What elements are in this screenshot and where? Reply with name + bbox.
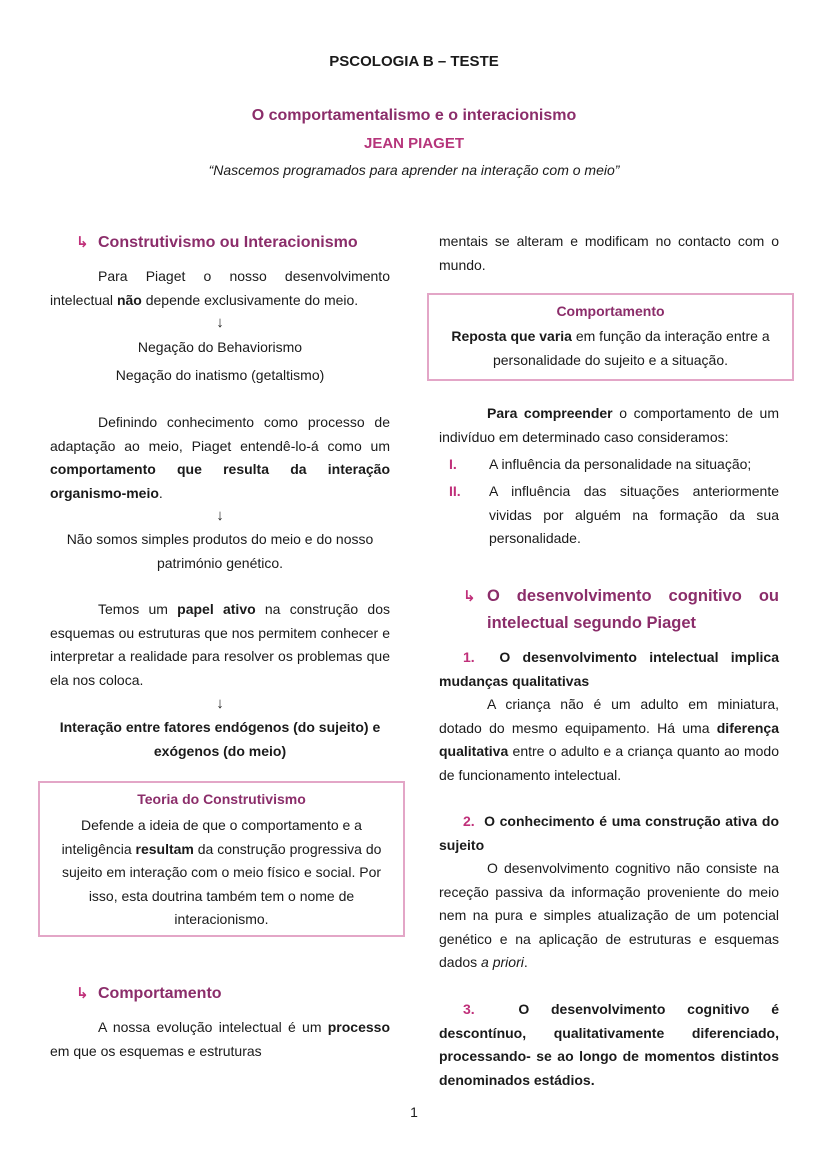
numbered-heading: 3. O desenvolvimento cognitivo é descontínuo, qualitativamente diferenciado, processando- se ao longo de momentos distintos denominados estádios. bbox=[439, 1001, 779, 1088]
paragraph: mentais se alteram e modificam no contacto com o mundo. bbox=[439, 233, 779, 273]
down-arrow-icon: ↓ bbox=[216, 695, 224, 712]
numbered-heading: 1. O desenvolvimento intelectual implica mudanças qualitativas bbox=[439, 649, 780, 689]
quote: “Nascemos programados para aprender na interação com o meio” bbox=[208, 162, 620, 178]
negation-line: Negação do inatismo (getaltismo) bbox=[115, 367, 325, 383]
paragraph: A nossa evolução intelectual é um processo em que os esquemas e estruturas bbox=[50, 1019, 390, 1059]
section-heading-text: O desenvolvimento cognitivo ou intelectual segundo Piaget bbox=[487, 587, 779, 632]
section-heading-construtivismo bbox=[76, 230, 416, 256]
negation-line: Negação do Behaviorismo bbox=[137, 339, 303, 355]
box-title: Teoria do Construtivismo bbox=[137, 791, 306, 807]
page-subtitle: O comportamentalismo e o interacionismo bbox=[251, 107, 577, 124]
down-arrow-icon: ↓ bbox=[216, 507, 224, 524]
paragraph: A criança não é um adulto em miniatura, dotado do mesmo equipamento. Há uma diferença qualitativa entre o adulto e a criança quanto ao modo de funcionamento intelectual. bbox=[439, 696, 779, 783]
paragraph: Para Piaget o nosso desenvolvimento intelectual não depende exclusivamente do meio. bbox=[50, 268, 390, 308]
down-arrow-icon: ↓ bbox=[216, 314, 224, 331]
info-box-comportamento bbox=[427, 293, 794, 381]
list-item bbox=[449, 480, 779, 551]
paragraph: Não somos simples produtos do meio e do nosso património genético. bbox=[66, 531, 374, 571]
paragraph: Definindo conhecimento como processo de adaptação ao meio, Piaget entendê-lo-á como um comportamento que resulta da interação organismo-meio. bbox=[50, 414, 390, 501]
section-heading-comportamento bbox=[76, 981, 416, 1007]
hook-arrow-icon: ↳ bbox=[463, 588, 476, 605]
paragraph-emphasis: Interação entre fatores endógenos (do sujeito) e exógenos (do meio) bbox=[59, 719, 381, 759]
page-title: PSCOLOGIA B – TESTE bbox=[329, 53, 499, 70]
box-text: Reposta que varia em função da interação entre a personalidade do sujeito e a situação. bbox=[451, 328, 770, 368]
section-heading-text: Comportamento bbox=[98, 985, 222, 1002]
section-heading-desenvolvimento bbox=[463, 583, 779, 637]
list-marker: I. bbox=[449, 456, 457, 472]
hook-arrow-icon: ↳ bbox=[76, 234, 89, 251]
paragraph: O desenvolvimento cognitivo não consiste na receção passiva da informação proveniente do meio nem na pura e simples atualização de um potencial genético e na aplicação de estruturas e esquemas dados a priori. bbox=[439, 860, 779, 970]
page-number: 1 bbox=[410, 1104, 418, 1120]
list-marker: II. bbox=[449, 483, 461, 499]
box-text: Defende a ideia de que o comportamento e a inteligência resultam da construção progressiva do sujeito em interação com o meio físico e social. Por isso, esta doutrina também tem o nome de interacionismo. bbox=[61, 817, 382, 927]
author-name: JEAN PIAGET bbox=[363, 135, 465, 152]
paragraph: Temos um papel ativo na construção dos esquemas ou estruturas que nos permitem conhecer e interpretar a realidade para resolver os problemas que ela nos coloca. bbox=[50, 601, 390, 688]
section-heading-text: Construtivismo ou Interacionismo bbox=[98, 234, 358, 251]
hook-arrow-icon: ↳ bbox=[76, 985, 89, 1002]
list-item-text: A influência da personalidade na situação; bbox=[489, 456, 752, 472]
list-item bbox=[449, 453, 779, 477]
box-title: Comportamento bbox=[556, 303, 665, 319]
paragraph: Para compreender o comportamento de um indivíduo em determinado caso consideramos: bbox=[439, 405, 779, 445]
list-item-text: A influência das situações anteriormente vividas por alguém na formação da sua personalidade. bbox=[489, 483, 779, 546]
info-box-construtivismo bbox=[38, 781, 405, 937]
numbered-heading: 2. O conhecimento é uma construção ativa do sujeito bbox=[439, 813, 779, 853]
